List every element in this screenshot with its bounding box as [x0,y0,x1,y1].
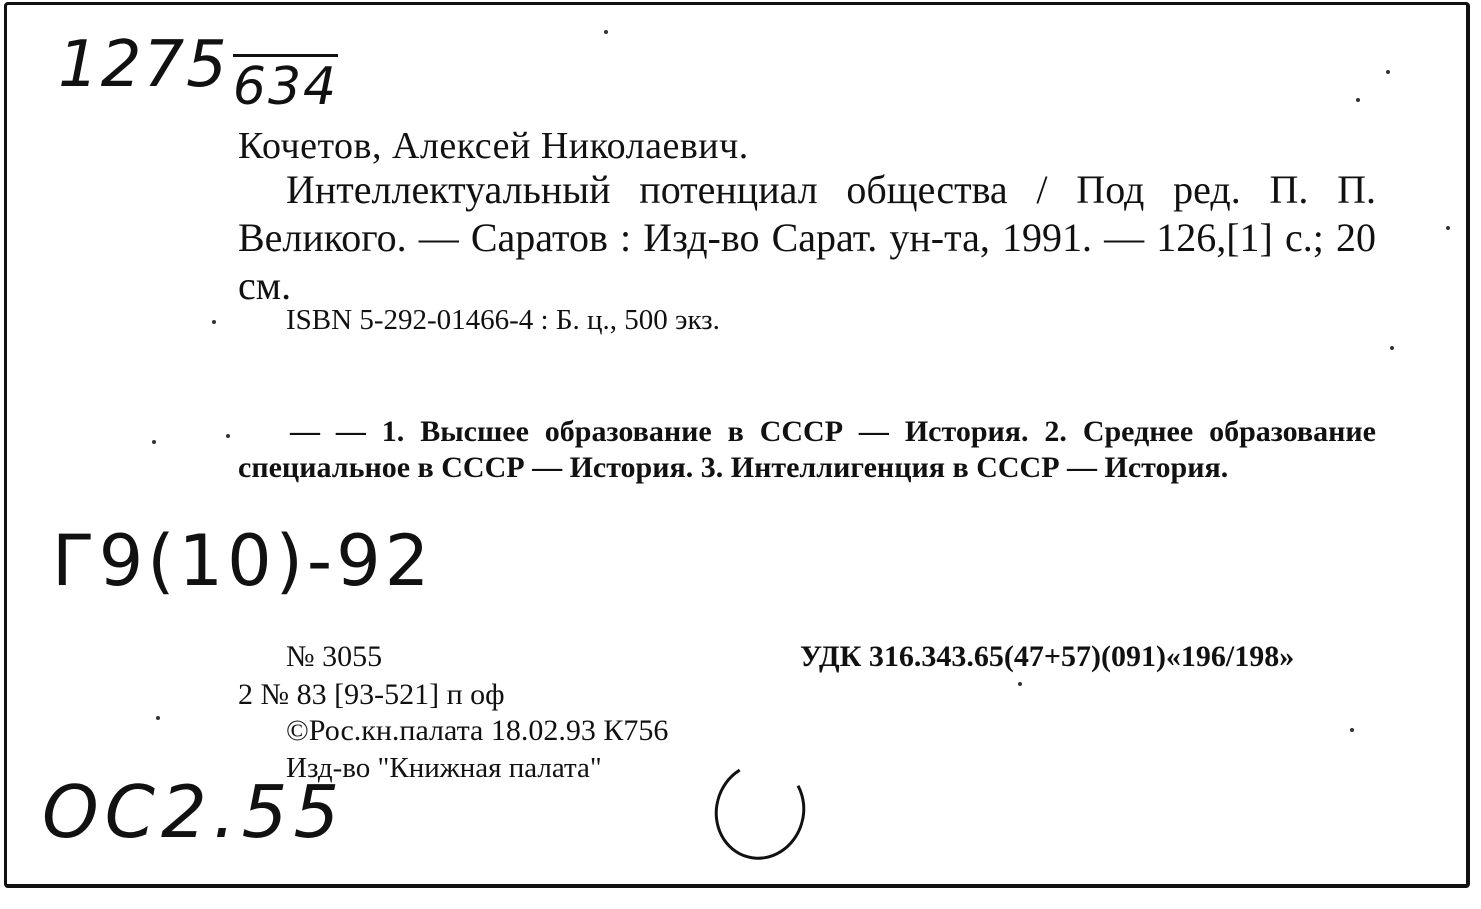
speck [226,434,230,438]
title-description: Интеллектуальный потенциал общества / Под ред. П. П. Великого. — Саратов : Изд-во Сарат. ун-та, 1991. — 126,[1] с.; 20 см. [238,167,1376,308]
speck [1356,98,1360,102]
udk-code: УДК 316.343.65(47+57)(091)«196/198» [800,640,1295,673]
speck [156,716,160,720]
speck [212,320,216,324]
speck [1386,70,1390,74]
speck [1390,346,1394,350]
speck [152,440,156,444]
speck [604,30,608,34]
handwritten-call-number-main: 1275 [58,28,229,102]
copyright-line: ©Рос.кн.палата 18.02.93 К756 [286,714,669,747]
publisher-line: Изд-во "Книжная палата" [286,752,602,784]
handwritten-shelf-mark: ОС2.55 [42,770,346,854]
speck [1446,226,1450,230]
subject-headings: — — 1. Высшее образование в СССР — История. 2. Среднее образование специальное в СССР — История. 3. Интеллигенция в СССР — История. [238,415,1376,484]
handwritten-call-number-sub: 634 [233,54,338,117]
author-heading: Кочетов, Алексей Николаевич. [238,125,749,167]
handwritten-call-number [58,28,339,117]
speck [1018,682,1022,686]
record-number: № 3055 [286,640,383,673]
isbn-line: ISBN 5-292-01466-4 : Б. ц., 500 экз. [286,304,720,336]
handwritten-classification: Г9(10)-92 [52,520,434,602]
speck [1350,728,1354,732]
registration-line: 2 № 83 [93-521] п оф [238,678,505,711]
